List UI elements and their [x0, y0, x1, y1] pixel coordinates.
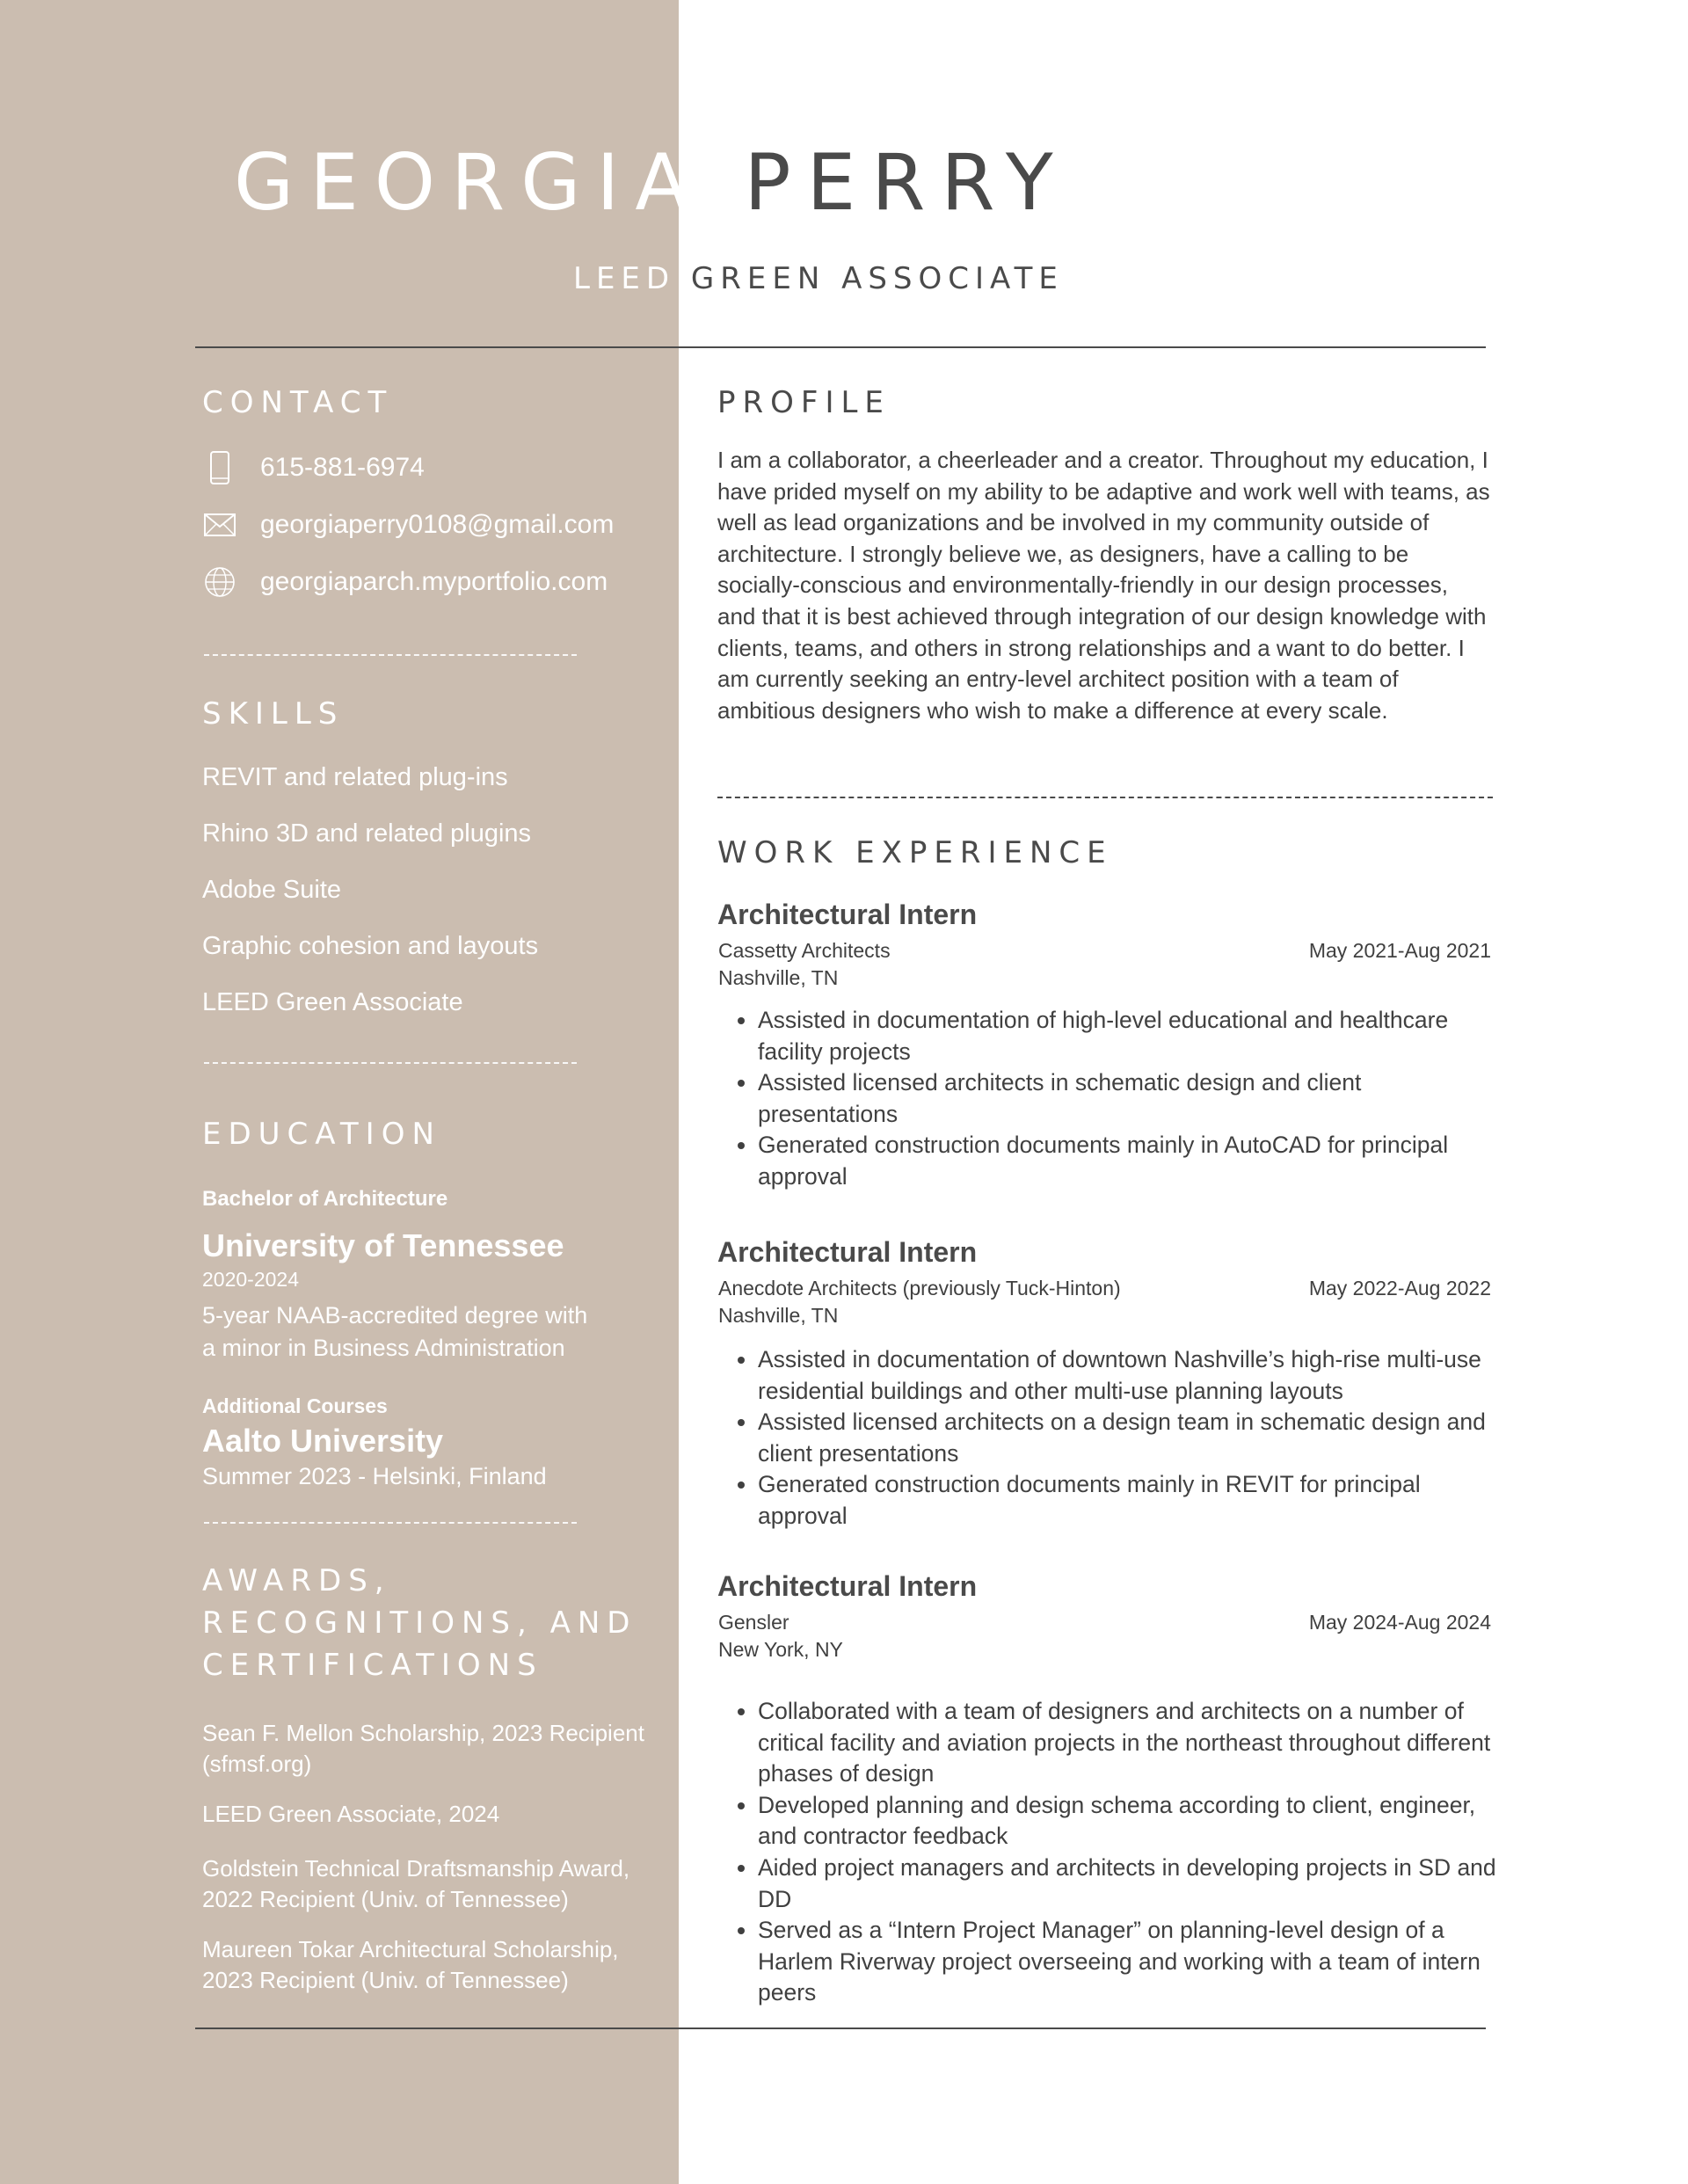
- website-text[interactable]: georgiaparch.myportfolio.com: [260, 567, 608, 596]
- job-bullet: • Assisted licensed architects on a design team in schematic design and client presentations: [758, 1407, 1496, 1469]
- job-company: Anecdote Architects (previously Tuck-Hinton): [718, 1277, 1121, 1299]
- awards-heading: AWARDS, RECOGNITIONS, AND CERTIFICATIONS: [202, 1563, 637, 1683]
- job-bullet: • Collaborated with a team of designers and architects on a number of critical facility and aviation projects in the northeast throughout different phases of design: [758, 1696, 1496, 1790]
- contact-heading: CONTACT: [202, 385, 394, 420]
- school-years: 2020-2024: [202, 1268, 299, 1291]
- job-title: Architectural Intern: [717, 1236, 978, 1268]
- skills-divider: [204, 1062, 577, 1064]
- award-item: Maureen Tokar Architectural Scholarship, 2023 Recipient (Univ. of Tennessee): [202, 1936, 619, 1993]
- phone-text[interactable]: 615-881-6974: [260, 453, 425, 482]
- job-company: Gensler: [718, 1611, 789, 1634]
- additional-school-name: Aalto University: [202, 1423, 444, 1459]
- contact-website: [202, 563, 608, 601]
- globe-icon: [202, 564, 237, 600]
- job-bullet-list: [758, 1696, 1496, 2009]
- email-text[interactable]: georgiaperry0108@gmail.com: [260, 510, 615, 539]
- job-bullet: • Generated construction documents mainly in AutoCAD for principal approval: [758, 1130, 1496, 1192]
- job-dates: May 2021-Aug 2021: [1308, 939, 1491, 962]
- mail-icon: [202, 507, 237, 542]
- title-rest: GREEN ASSOCIATE: [690, 261, 1064, 296]
- job-location: Nashville, TN: [718, 1304, 839, 1327]
- skill-item: Rhino 3D and related plugins: [202, 819, 532, 848]
- contact-email: [202, 506, 614, 544]
- last-name: PERRY: [744, 137, 1069, 228]
- job-bullet: • Assisted licensed architects in schematic design and client presentations: [758, 1067, 1496, 1130]
- job-bullet-list: [758, 1344, 1496, 1532]
- job-bullet-list: [758, 1005, 1496, 1193]
- skill-item: LEED Green Associate: [202, 988, 463, 1016]
- job-location: New York, NY: [718, 1638, 843, 1661]
- education-divider: [204, 1522, 577, 1524]
- job-bullet: • Aided project managers and architects in developing projects in SD and DD: [758, 1853, 1496, 1915]
- profile-divider: [717, 797, 1493, 798]
- first-name: GEORGIA: [234, 137, 704, 228]
- job-dates: May 2024-Aug 2024: [1308, 1611, 1491, 1634]
- job-bullet: • Developed planning and design schema according to client, engineer, and contractor feedback: [758, 1790, 1496, 1853]
- additional-course-detail: Summer 2023 - Helsinki, Finland: [202, 1463, 547, 1489]
- additional-courses-label: Additional Courses: [202, 1394, 388, 1417]
- top-divider: [195, 346, 1486, 348]
- job-bullet: • Assisted in documentation of downtown Nashville’s high-rise multi-use residential buildings and other multi-use planning layouts: [758, 1344, 1496, 1407]
- job-location: Nashville, TN: [718, 966, 839, 989]
- skill-item: REVIT and related plug-ins: [202, 763, 508, 791]
- job-bullet: • Served as a “Intern Project Manager” on planning-level design of a Harlem Riverway project overseeing and working with a team of intern peers: [758, 1915, 1496, 2009]
- job-company: Cassetty Architects: [718, 939, 891, 962]
- award-item: LEED Green Associate, 2024: [202, 1801, 500, 1827]
- name-heading: [234, 139, 1069, 227]
- school-name: University of Tennessee: [202, 1227, 564, 1263]
- award-item: Sean F. Mellon Scholarship, 2023 Recipient (sfmsf.org): [202, 1720, 644, 1777]
- phone-icon: [202, 450, 237, 485]
- work-experience-heading: WORK EXPERIENCE: [717, 835, 1113, 870]
- title-first-word: LEED: [573, 261, 676, 296]
- job-bullet: • Assisted in documentation of high-level educational and healthcare facility projects: [758, 1005, 1496, 1067]
- profile-heading: PROFILE: [717, 385, 891, 420]
- profile-paragraph: I am a collaborator, a cheerleader and a creator. Throughout my education, I have prided myself on my ability to be adaptive and work well with teams, as well as lead organizations and be involved in my community outside of architecture. I strongly believe we, as designers, have a calling to be socially-conscious and environmentally-friendly in our design processes, and that it is best achieved through integration of our design knowledge with clients, teams, and others in strong relationships and a want to do better. I am currently seeking an entry-level architect position with a team of ambitious designers who wish to make a difference at every scale.: [717, 447, 1490, 724]
- job-title: Architectural Intern: [717, 1570, 978, 1602]
- skill-item: Graphic cohesion and layouts: [202, 932, 539, 960]
- skills-heading: SKILLS: [202, 696, 345, 732]
- bottom-divider: [195, 2027, 1486, 2029]
- education-heading: EDUCATION: [202, 1117, 441, 1152]
- skill-item: Adobe Suite: [202, 876, 342, 904]
- degree-name: Bachelor of Architecture: [202, 1187, 448, 1211]
- job-bullet: • Generated construction documents mainly in REVIT for principal approval: [758, 1469, 1496, 1532]
- job-dates: May 2022-Aug 2022: [1308, 1277, 1491, 1299]
- degree-description: 5-year NAAB-accredited degree with a minor in Business Administration: [202, 1302, 588, 1361]
- contact-phone: [202, 448, 425, 487]
- professional-title: [573, 260, 1064, 297]
- contact-divider: [204, 654, 577, 656]
- job-title: Architectural Intern: [717, 899, 978, 930]
- award-item: Goldstein Technical Draftsmanship Award, 2022 Recipient (Univ. of Tennessee): [202, 1855, 630, 1912]
